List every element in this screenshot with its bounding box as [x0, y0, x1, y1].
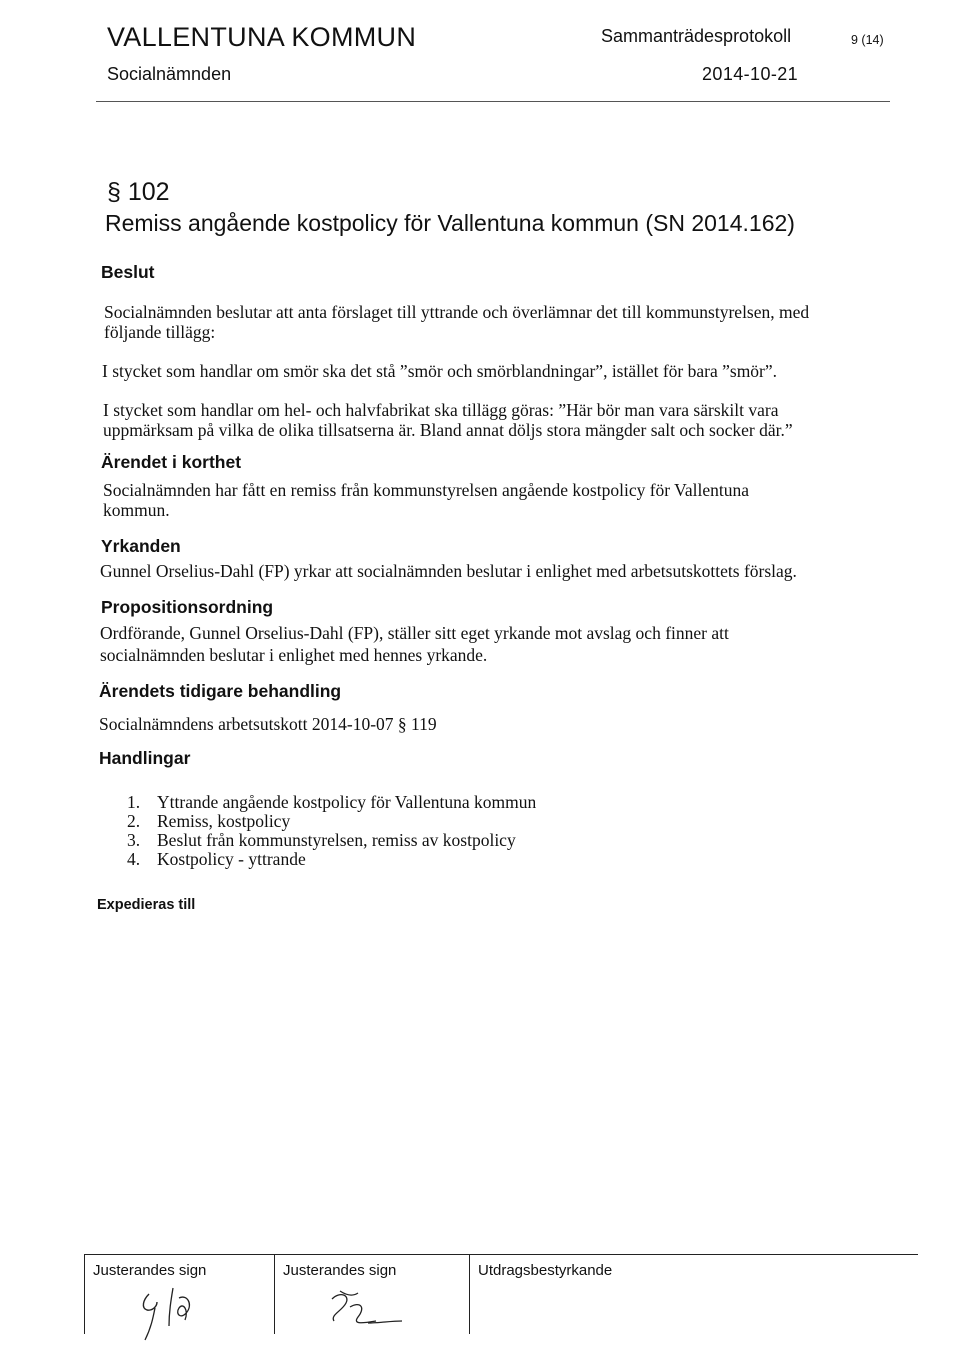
- heading-arendet: Ärendet i korthet: [101, 452, 242, 472]
- list-item-number: 3.: [127, 830, 141, 850]
- beslut-line: uppmärksam på vilka de olika tillsatserna är. Bland annat döljs stora mängder salt och socker där.”: [103, 420, 793, 440]
- list-item-text: Yttrande angående kostpolicy för Vallentuna kommun: [157, 792, 537, 812]
- arendet-line: kommun.: [103, 500, 170, 520]
- tidigare-line: Socialnämndens arbetsutskott 2014-10-07 § 119: [99, 714, 437, 734]
- handwritten-signature-1: [135, 1280, 215, 1344]
- beslut-line: Socialnämnden beslutar att anta förslaget till yttrande och överlämnar det till kommunstyrelsen, med: [104, 302, 810, 322]
- list-item: [127, 793, 536, 812]
- heading-beslut: Beslut: [101, 262, 155, 282]
- section-number: § 102: [107, 178, 170, 206]
- footer-divider: [274, 1254, 275, 1334]
- sign-label-3: Utdragsbestyrkande: [478, 1262, 613, 1279]
- page-number: 9 (14): [851, 33, 884, 47]
- propositionsordning-line: socialnämnden beslutar i enlighet med hennes yrkande.: [100, 645, 488, 665]
- footer-rule: [84, 1254, 918, 1255]
- list-item: [127, 812, 536, 831]
- footer-divider: [84, 1254, 85, 1334]
- list-item-text: Beslut från kommunstyrelsen, remiss av kostpolicy: [157, 830, 516, 850]
- document-type: Sammanträdesprotokoll: [601, 26, 792, 46]
- list-item-text: Kostpolicy - yttrande: [157, 849, 306, 869]
- list-item-number: 2.: [127, 811, 141, 831]
- organization-name: VALLENTUNA KOMMUN: [107, 22, 417, 52]
- propositionsordning-line: Ordförande, Gunnel Orselius-Dahl (FP), ställer sitt eget yrkande mot avslag och finner att: [100, 623, 729, 643]
- list-item-text: Remiss, kostpolicy: [157, 811, 291, 831]
- arendet-line: Socialnämnden har fått en remiss från kommunstyrelsen angående kostpolicy för Vallentuna: [103, 480, 750, 500]
- yrkanden-line: Gunnel Orselius-Dahl (FP) yrkar att socialnämnden beslutar i enlighet med arbetsutskottets förslag.: [100, 561, 797, 581]
- list-item-number: 4.: [127, 849, 141, 869]
- section-title: Remiss angående kostpolicy för Vallentuna kommun (SN 2014.162): [105, 210, 795, 236]
- header-divider: [96, 101, 890, 102]
- heading-propositionsordning: Propositionsordning: [101, 597, 274, 617]
- beslut-line: I stycket som handlar om hel- och halvfabrikat ska tillägg göras: ”Här bör man vara särskilt vara: [103, 400, 779, 420]
- meeting-date: 2014-10-21: [702, 64, 799, 84]
- list-item: [127, 831, 536, 850]
- heading-expedieras: Expedieras till: [97, 897, 196, 913]
- handwritten-signature-2: [310, 1285, 420, 1335]
- heading-tidigare: Ärendets tidigare behandling: [99, 681, 342, 701]
- footer-divider: [469, 1254, 470, 1334]
- heading-yrkanden: Yrkanden: [101, 536, 181, 556]
- beslut-line: I stycket som handlar om smör ska det stå ”smör och smörblandningar”, istället för bara ”smör”.: [102, 361, 778, 381]
- sign-label-1: Justerandes sign: [93, 1262, 207, 1279]
- beslut-line: följande tillägg:: [104, 322, 216, 342]
- committee-name: Socialnämnden: [107, 64, 232, 84]
- handlingar-list: [127, 793, 536, 869]
- sign-label-2: Justerandes sign: [283, 1262, 397, 1279]
- list-item: [127, 850, 536, 869]
- heading-handlingar: Handlingar: [99, 748, 191, 768]
- list-item-number: 1.: [127, 792, 141, 812]
